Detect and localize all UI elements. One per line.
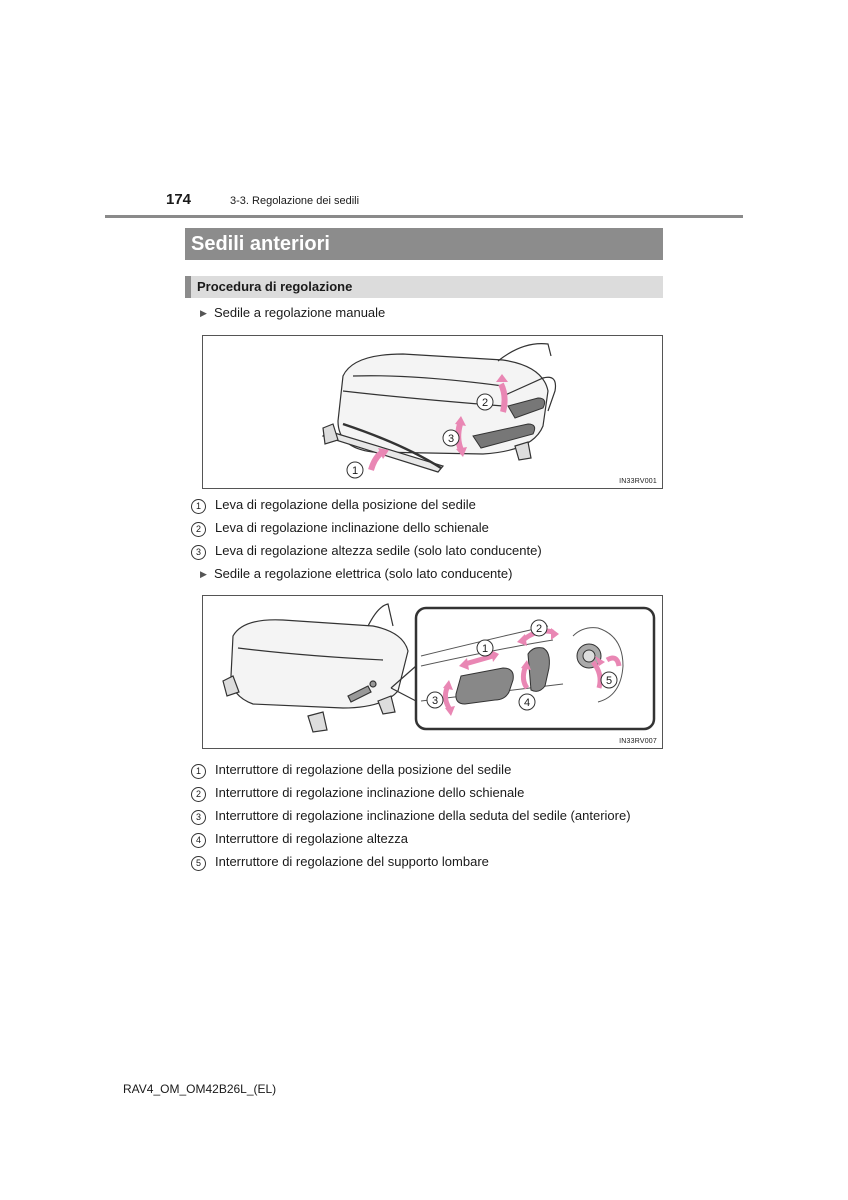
power-figure-code: IN33RV007 — [619, 738, 657, 745]
manual-item-3: 3 Leva di regolazione altezza sedile (solo lato conducente) — [191, 543, 542, 560]
power-label-2: 2 — [535, 623, 543, 635]
power-seat-heading-text: Sedile a regolazione elettrica (solo lato conducente) — [214, 566, 513, 581]
power-item-5: 5 Interruttore di regolazione del supporto lombare — [191, 854, 489, 871]
power-seat-figure — [202, 595, 663, 749]
manual-label-3: 3 — [447, 433, 455, 445]
page-number: 174 — [166, 191, 192, 208]
triangle-bullet-icon: ▶ — [200, 308, 207, 318]
manual-seat-heading-text: Sedile a regolazione manuale — [214, 305, 386, 320]
manual-label-2: 2 — [481, 397, 489, 409]
power-item-4: 4 Interruttore di regolazione altezza — [191, 831, 408, 848]
power-label-4: 4 — [523, 697, 531, 709]
manual-seat-heading — [200, 305, 385, 321]
section-reference: 3-3. Regolazione dei sedili — [230, 195, 360, 207]
power-item-3: 3 Interruttore di regolazione inclinazione della seduta del sedile (anteriore) — [191, 808, 631, 825]
manual-figure-code: IN33RV001 — [619, 478, 657, 485]
power-label-1: 1 — [481, 643, 489, 655]
power-label-3: 3 — [431, 695, 439, 707]
manual-item-1: 1 Leva di regolazione della posizione del sedile — [191, 497, 476, 514]
section-subtitle: Procedura di regolazione — [185, 276, 663, 298]
manual-seat-illustration — [203, 336, 664, 490]
power-item-1: 1 Interruttore di regolazione della posizione del sedile — [191, 762, 511, 779]
manual-seat-figure — [202, 335, 663, 489]
power-item-2: 2 Interruttore di regolazione inclinazione dello schienale — [191, 785, 524, 802]
manual-label-1: 1 — [351, 465, 359, 477]
triangle-bullet-icon: ▶ — [200, 569, 207, 579]
power-label-5: 5 — [605, 675, 613, 687]
header-rule — [105, 215, 743, 218]
power-seat-heading — [200, 566, 512, 582]
manual-item-2: 2 Leva di regolazione inclinazione dello schienale — [191, 520, 489, 537]
footer-doc-code: RAV4_OM_OM42B26L_(EL) — [123, 1082, 277, 1096]
page-title: Sedili anteriori — [185, 228, 663, 260]
power-seat-illustration — [203, 596, 664, 750]
